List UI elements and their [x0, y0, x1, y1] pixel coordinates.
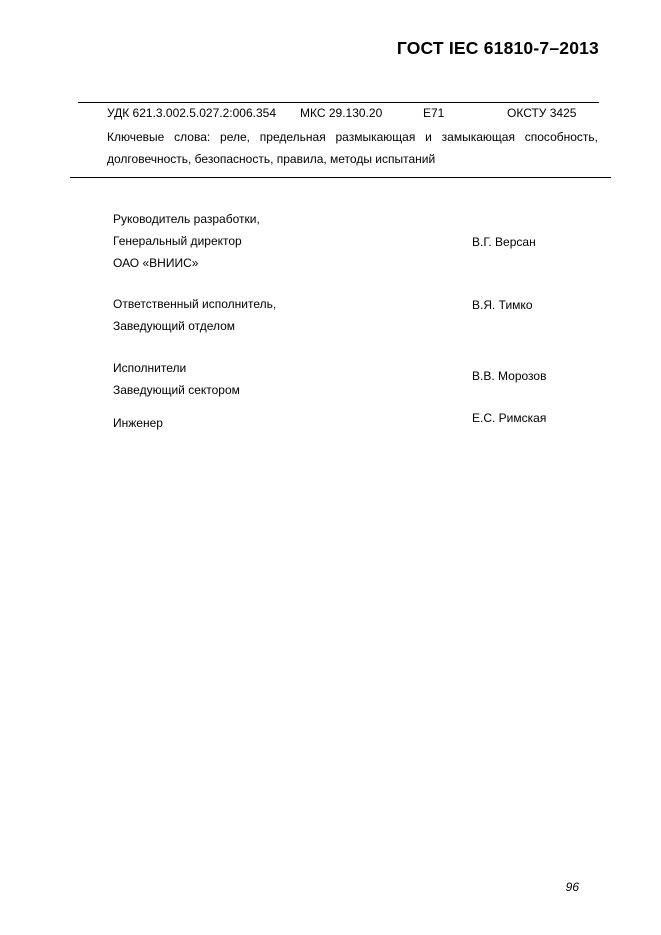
document-header: ГОСТ IEC 61810-7–2013	[396, 38, 599, 58]
e-code: E71	[423, 106, 445, 120]
engineer-name: Е.С. Римская	[472, 411, 547, 425]
sector-head-name: В.В. Морозов	[472, 369, 547, 383]
okstu-code: ОКСТУ 3425	[507, 106, 577, 120]
engineer-role-block	[113, 412, 163, 434]
responsible-executor-name: В.Я. Тимко	[472, 298, 533, 312]
lead-role-line-2: Генеральный директор	[113, 234, 242, 248]
top-divider	[78, 102, 599, 103]
udk-code: УДК 621.3.002.5.027.2:006.354	[107, 106, 277, 120]
mks-code: МКС 29.130.20	[300, 106, 383, 120]
keywords-block	[107, 126, 598, 170]
responsible-executor-roles	[113, 293, 276, 337]
engineer-role: Инженер	[113, 416, 163, 430]
sector-head-role: Заведующий сектором	[113, 383, 240, 397]
executors-roles	[113, 357, 240, 401]
executors-label: Исполнители	[113, 361, 187, 375]
responsible-role-line-1: Ответственный исполнитель,	[113, 297, 277, 311]
bottom-divider	[70, 177, 611, 178]
lead-developer-roles	[113, 208, 260, 274]
keywords-line-2: долговечность, безопасность, правила, методы испытаний	[107, 152, 436, 166]
lead-role-line-1: Руководитель разработки,	[113, 212, 260, 226]
lead-developer-name: В.Г. Версан	[472, 235, 536, 249]
lead-role-line-3: ОАО «ВНИИС»	[113, 256, 199, 270]
classification-row	[107, 106, 599, 122]
page-number: 96	[565, 880, 579, 894]
responsible-role-line-2: Заведующий отделом	[113, 319, 236, 333]
keywords-line-1: Ключевые слова: реле, предельная размыкающая и замыкающая способность,	[107, 130, 598, 144]
